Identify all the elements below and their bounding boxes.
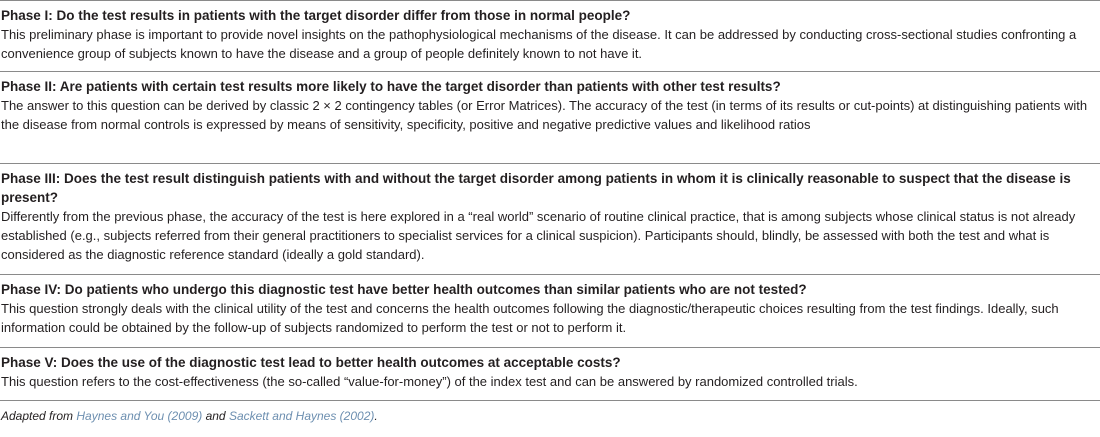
footnote-reference-haynes-you[interactable]: Haynes and You (2009) (76, 409, 203, 423)
footnote-prefix: Adapted from (1, 409, 77, 423)
phase-2-title: Phase II: Are patients with certain test results more likely to have the target disorder than patients with other test results? (1, 79, 781, 94)
phase-5-title: Phase V: Does the use of the diagnostic test lead to better health outcomes at acceptable costs? (1, 355, 621, 370)
footnote-reference-sackett-haynes[interactable]: Sackett and Haynes (2002) (228, 409, 375, 423)
phase-4-title: Phase IV: Do patients who undergo this diagnostic test have better health outcomes than similar patients who are not tested? (1, 282, 807, 297)
phase-row-1 (0, 0, 1100, 72)
phase-1-description: This preliminary phase is important to provide novel insights on the pathophysiological mechanisms of the disease. It can be addressed by conducting cross-sectional studies confronting a convenience group of subjects known to have the disease and a group of people definitely known to not have it. (1, 27, 1077, 61)
table-footnote (0, 401, 1100, 424)
footnote-suffix: . (374, 409, 378, 423)
phase-5-description: This question refers to the cost-effectiveness (the so-called “value-for-money”) of the index test and can be answered by randomized controlled trials. (1, 374, 858, 389)
phase-2-description: The answer to this question can be derived by classic 2 × 2 contingency tables (or Error Matrices). The accuracy of the test (in terms of its results or cut-points) at distinguishing patients with the disease from normal controls is expressed by means of sensitivity, specificity, positive and negative predictive values and likelihood ratios (1, 98, 1088, 132)
phase-row-4 (0, 275, 1100, 348)
phase-row-5 (0, 348, 1100, 401)
phase-row-2 (0, 72, 1100, 164)
footnote-connector: and (202, 409, 229, 423)
phase-4-description: This question strongly deals with the clinical utility of the test and concerns the health outcomes following the diagnostic/therapeutic choices resulting from the test findings. Ideally, such information could be obtained by the follow-up of subjects randomized to perform the test or not to perform it. (1, 301, 1059, 335)
phase-3-title: Phase III: Does the test result distinguish patients with and without the target disorder among patients in whom it is clinically reasonable to suspect that the disease is present? (1, 171, 1071, 205)
phase-1-title: Phase I: Do the test results in patients with the target disorder differ from those in normal people? (1, 8, 631, 23)
phase-row-3 (0, 164, 1100, 275)
phase-3-description: Differently from the previous phase, the accuracy of the test is here explored in a “real world” scenario of routine clinical practice, that is among subjects whose clinical status is not already established (e.g., subjects referred from their general practitioners to specialist services for a clinical suspicion). Participants should, blindly, be assessed with both the test and what is considered as the diagnostic reference standard (ideally a gold standard). (1, 209, 1076, 262)
